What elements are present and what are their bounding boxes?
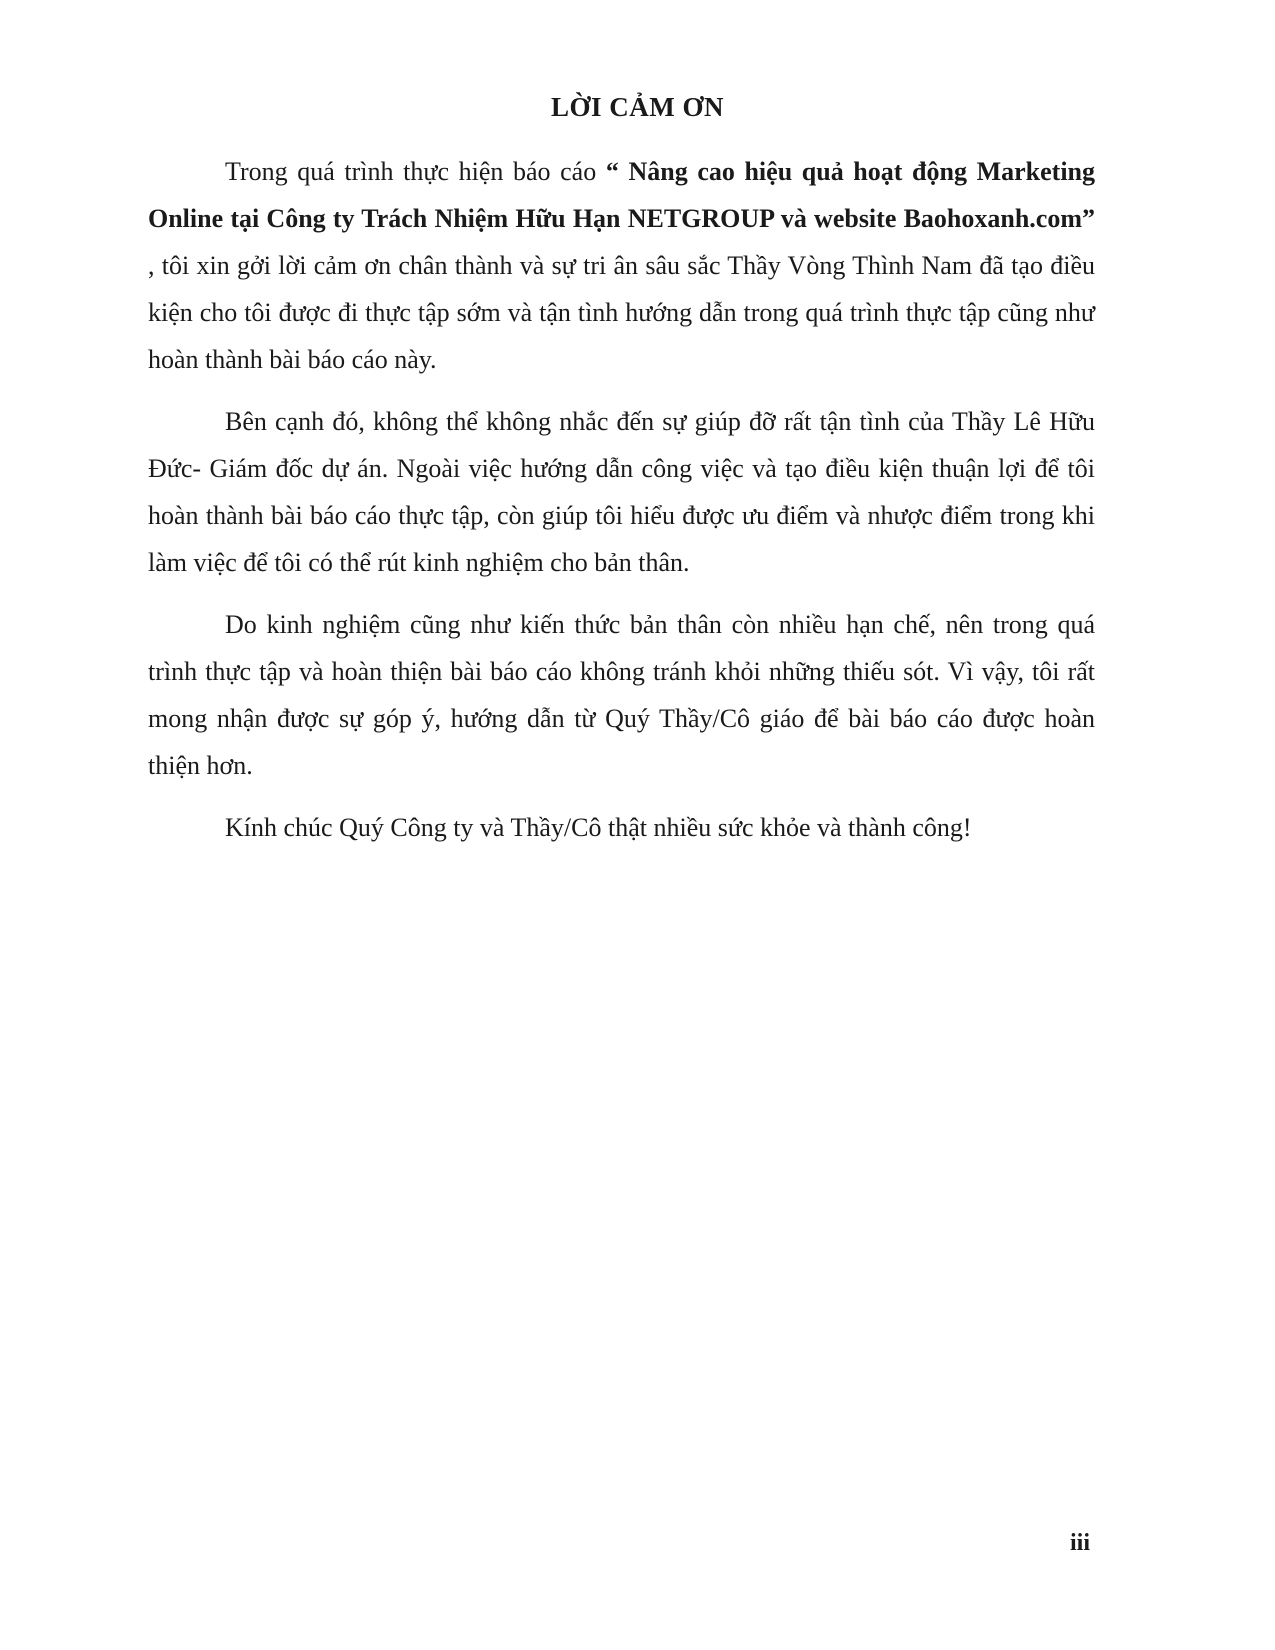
paragraph-1-intro: Trong quá trình thực hiện báo cáo (225, 157, 606, 186)
paragraph-1 (148, 148, 1095, 383)
paragraph-1-rest: , tôi xin gởi lời cảm ơn chân thành và sự tri ân sâu sắc Thầy Vòng Thình Nam đã tạo điều kiện cho tôi được đi thực tập sớm và tận tình hướng dẫn trong quá trình thực tập cũng như hoàn thành bài báo cáo này. (148, 251, 1095, 374)
body-text (148, 148, 1095, 866)
page-title: LỜI CẢM ƠN (551, 92, 724, 122)
paragraph-closing: Kính chúc Quý Công ty và Thầy/Cô thật nhiều sức khỏe và thành công! (225, 813, 972, 842)
paragraph-2: Bên cạnh đó, không thể không nhắc đến sự giúp đỡ rất tận tình của Thầy Lê Hữu Đức- Giám đốc dự án. Ngoài việc hướng dẫn công việc và tạo điều kiện thuận lợi để tôi hoàn thành bài báo cáo thực tập, còn giúp tôi hiểu được ưu điểm và nhược điểm trong khi làm việc để tôi có thể rút kinh nghiệm cho bản thân. (148, 407, 1095, 577)
report-title: “ Nâng cao hiệu quả hoạt động Marketing Online tại Công ty Trách Nhiệm Hữu Hạn NETGROUP và website Baohoxanh.com” (148, 157, 1096, 233)
page-number: iii (1069, 1530, 1090, 1556)
paragraph-3: Do kinh nghiệm cũng như kiến thức bản thân còn nhiều hạn chế, nên trong quá trình thực tập và hoàn thiện bài báo cáo không tránh khỏi những thiếu sót. Vì vậy, tôi rất mong nhận được sự góp ý, hướng dẫn từ Quý Thầy/Cô giáo để bài báo cáo được hoàn thiện hơn. (148, 610, 1095, 780)
